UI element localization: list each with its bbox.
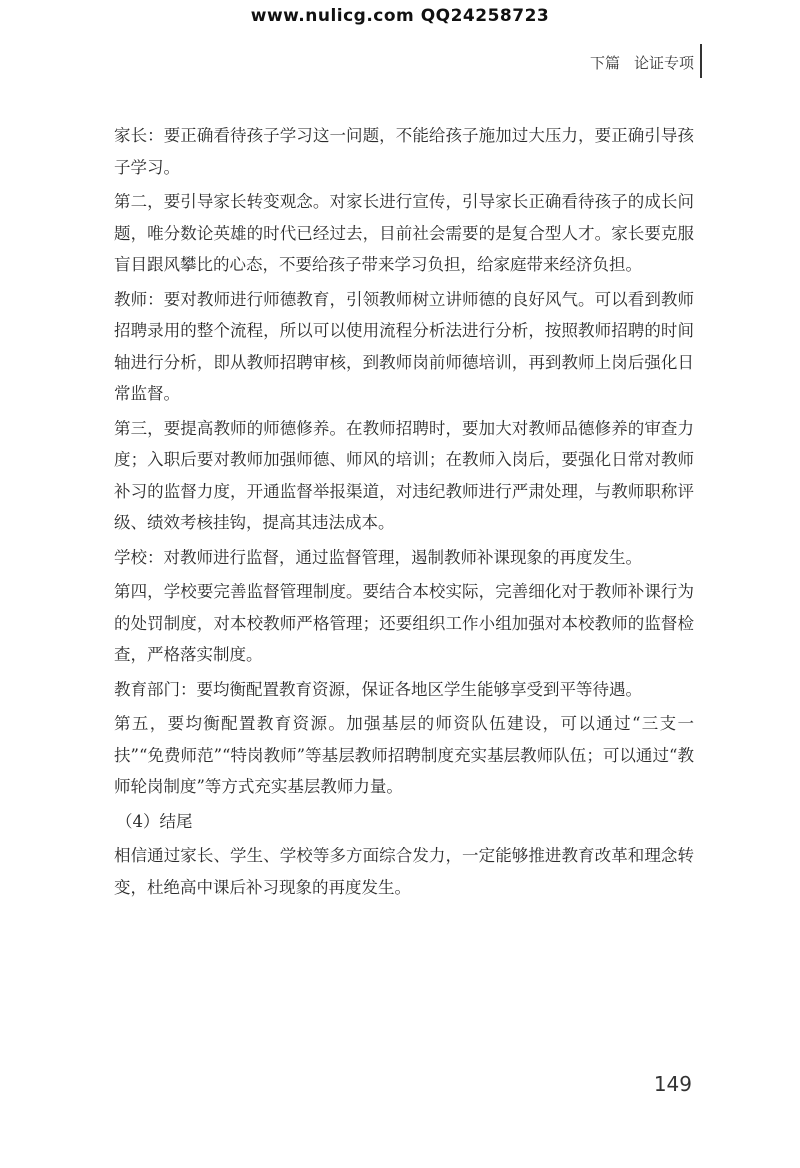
paragraph-point-five: 第五，要均衡配置教育资源。加强基层的师资队伍建设，可以通过“三支一扶”“免费师范”“特岗教师”等基层教师招聘制度充实基层教师队伍；可以通过“教师轮岗制度”等方式充实基层教师力量。 (114, 714, 694, 796)
paragraph-parents: 家长：要正确看待孩子学习这一问题，不能给孩子施加过大压力，要正确引导孩子学习。 (114, 126, 694, 177)
paragraph-point-two: 第二，要引导家长转变观念。对家长进行宣传，引导家长正确看待孩子的成长问题，唯分数论英雄的时代已经过去，目前社会需要的是复合型人才。家长要克服盲目跟风攀比的心态，不要给孩子带来学习负担，给家庭带来经济负担。 (114, 192, 694, 274)
paragraph-teachers: 教师：要对教师进行师德教育，引领教师树立讲师德的良好风气。可以看到教师招聘录用的整个流程，所以可以使用流程分析法进行分析，按照教师招聘的时间轴进行分析，即从教师招聘审核，到教师岗前师德培训，再到教师上岗后强化日常监督。 (114, 289, 694, 403)
paragraph-conclusion: 相信通过家长、学生、学校等多方面综合发力，一定能够推进教育改革和理念转变，杜绝高中课后补习现象的再度发生。 (114, 846, 694, 897)
paragraph-point-three: 第三，要提高教师的师德修养。在教师招聘时，要加大对教师品德修养的审查力度；入职后要对教师加强师德、师风的培训；在教师入岗后，要强化日常对教师补习的监督力度，开通监督举报渠道，对违纪教师进行严肃处理，与教师职称评级、绩效考核挂钩，提高其违法成本。 (114, 418, 694, 532)
page-number: 149 (653, 1072, 692, 1096)
paragraph-point-four: 第四，学校要完善监督管理制度。要结合本校实际，完善细化对于教师补课行为的处罚制度，对本校教师严格管理；还要组织工作小组加强对本校教师的监督检查，严格落实制度。 (114, 582, 694, 664)
body-text (114, 120, 694, 903)
running-head (590, 52, 694, 73)
subheading-conclusion: （4）结尾 (116, 811, 193, 831)
watermark-text: www.nulicg.com QQ24258723 (250, 6, 550, 26)
topic-label: 论证专项 (633, 54, 694, 72)
paragraph-school: 学校：对教师进行监督，通过监督管理，遏制教师补课现象的再度发生。 (114, 547, 642, 567)
section-label: 下篇 (589, 54, 620, 72)
header-rule (700, 44, 702, 78)
paragraph-education-dept: 教育部门：要均衡配置教育资源，保证各地区学生能够享受到平等待遇。 (114, 679, 642, 699)
